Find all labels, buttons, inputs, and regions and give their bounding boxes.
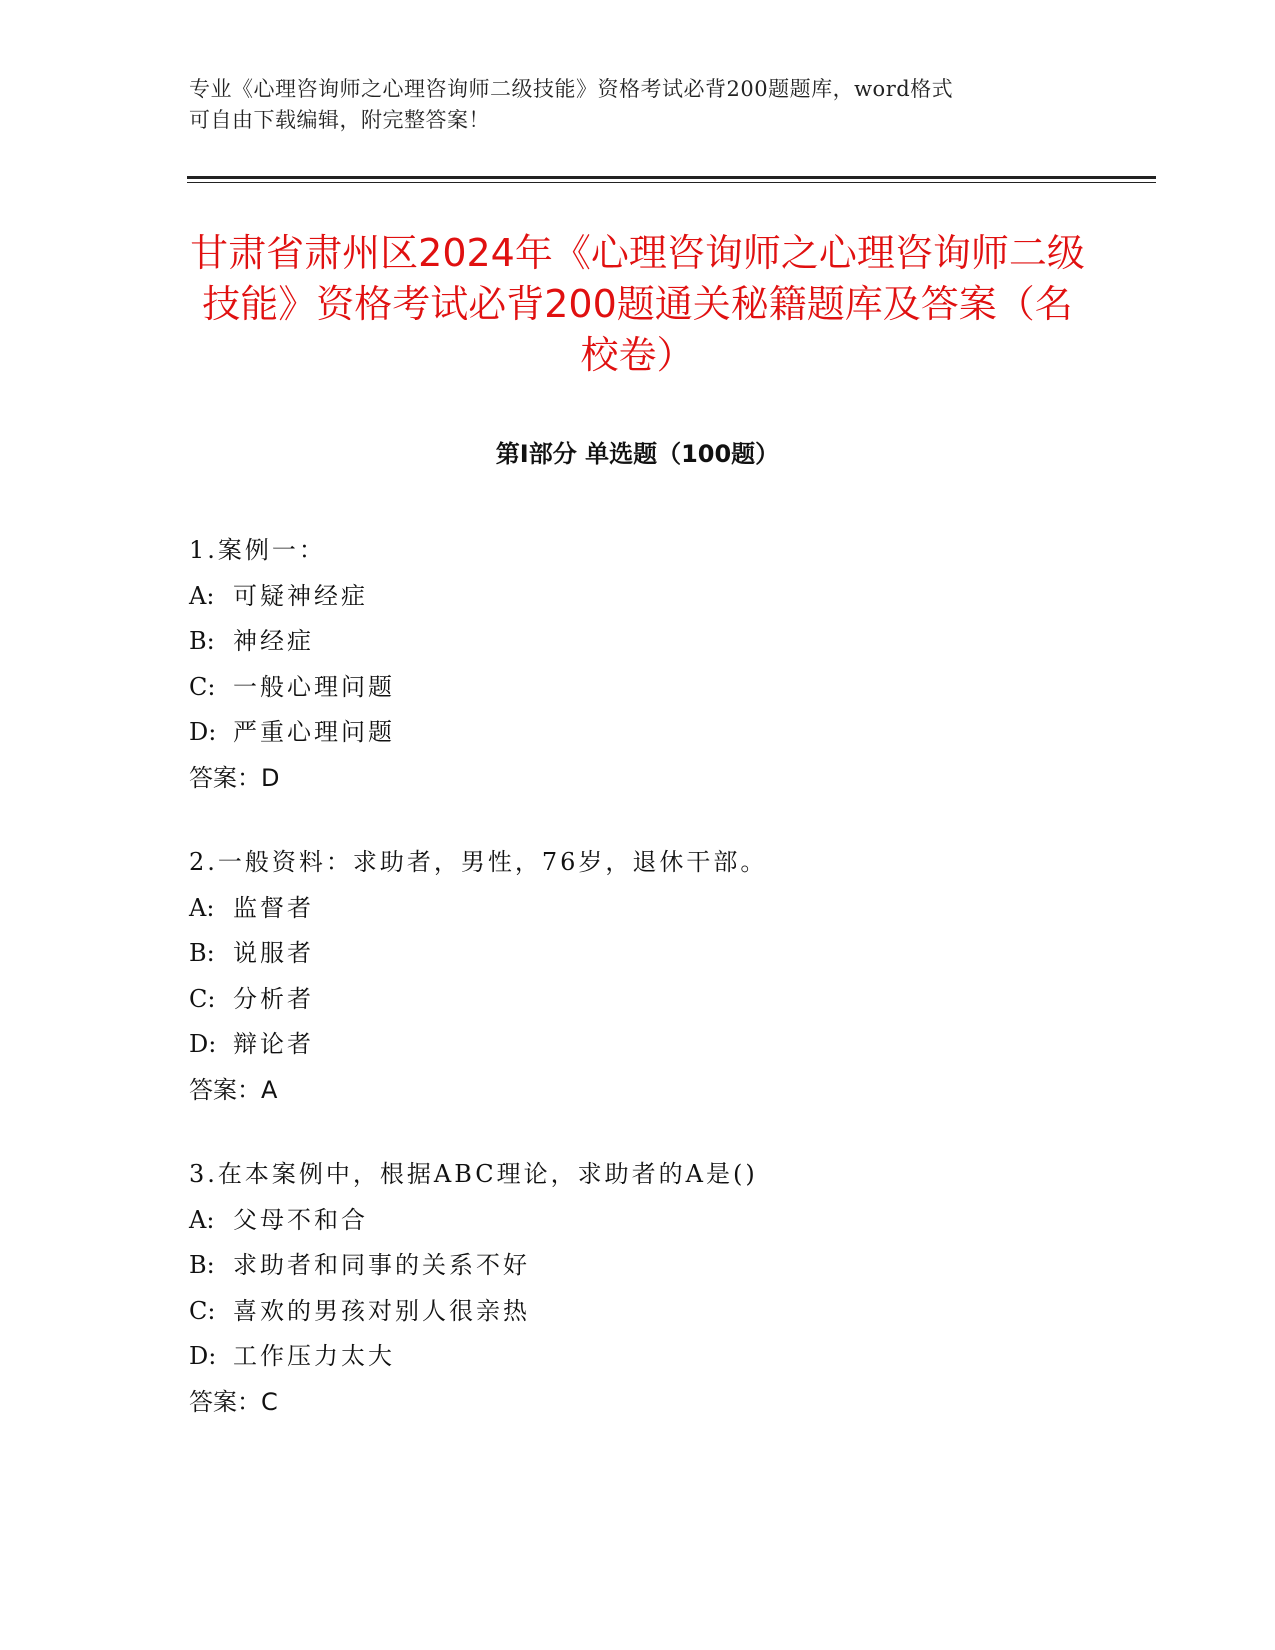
header-divider-thin <box>187 182 1156 183</box>
option-text: 可疑神经症 <box>233 581 368 610</box>
option-key: C: <box>189 1296 216 1325</box>
option-text: 严重心理问题 <box>233 718 395 746</box>
option-d <box>189 1334 1089 1380</box>
option-text: 说服者 <box>233 939 314 967</box>
option-key: C: <box>189 984 216 1013</box>
option-c <box>189 977 1089 1023</box>
option-key: B: <box>189 939 215 967</box>
option-key: D: <box>189 1030 217 1058</box>
question-stem: 2.一般资料：求助者，男性，76岁，退休干部。 <box>189 848 768 876</box>
option-key: B: <box>189 627 215 655</box>
question-stem: 1.案例一： <box>189 536 326 564</box>
option-text: 一般心理问题 <box>233 672 395 701</box>
answer: 答案：A <box>189 1075 278 1104</box>
option-b <box>189 931 1089 977</box>
option-key: B: <box>189 1251 215 1279</box>
option-c <box>189 665 1089 711</box>
option-c <box>189 1289 1089 1335</box>
option-b <box>189 619 1089 665</box>
answer: 答案：D <box>189 763 280 792</box>
header-note <box>189 74 1069 136</box>
option-key: C: <box>189 672 216 701</box>
question-stem: 3.在本案例中，根据ABC理论，求助者的A是() <box>189 1160 758 1188</box>
header-note-line-1: 专业《心理咨询师之心理咨询师二级技能》资格考试必背200题题库，word格式 <box>189 77 954 101</box>
option-a <box>189 1198 1089 1244</box>
answer: 答案：C <box>189 1387 278 1416</box>
option-text: 喜欢的男孩对别人很亲热 <box>233 1296 530 1325</box>
option-b <box>189 1243 1089 1289</box>
option-a <box>189 886 1089 932</box>
section-title: 第Ⅰ部分 单选题（100题） <box>495 440 780 468</box>
question-list <box>189 528 1089 1464</box>
question-1 <box>189 528 1089 801</box>
option-text: 监督者 <box>233 893 314 922</box>
document-title: 甘肃省肃州区2024年《心理咨询师之心理咨询师二级技能》资格考试必背200题通关秘籍题库及答案（名校卷） <box>190 231 1085 377</box>
option-key: A: <box>189 893 215 922</box>
header-divider-thick <box>187 176 1156 179</box>
question-3 <box>189 1152 1089 1425</box>
option-text: 工作压力太大 <box>233 1342 395 1370</box>
option-text: 分析者 <box>233 984 314 1013</box>
option-d <box>189 1022 1089 1068</box>
option-d <box>189 710 1089 756</box>
option-text: 父母不和合 <box>233 1205 368 1234</box>
question-2 <box>189 840 1089 1113</box>
option-a <box>189 574 1089 620</box>
option-key: D: <box>189 718 217 746</box>
option-key: A: <box>189 581 215 610</box>
option-text: 神经症 <box>233 627 314 655</box>
option-key: D: <box>189 1342 217 1370</box>
option-text: 求助者和同事的关系不好 <box>233 1251 530 1279</box>
header-note-line-2: 可自由下载编辑，附完整答案！ <box>189 108 490 132</box>
option-key: A: <box>189 1205 215 1234</box>
option-text: 辩论者 <box>233 1030 314 1058</box>
